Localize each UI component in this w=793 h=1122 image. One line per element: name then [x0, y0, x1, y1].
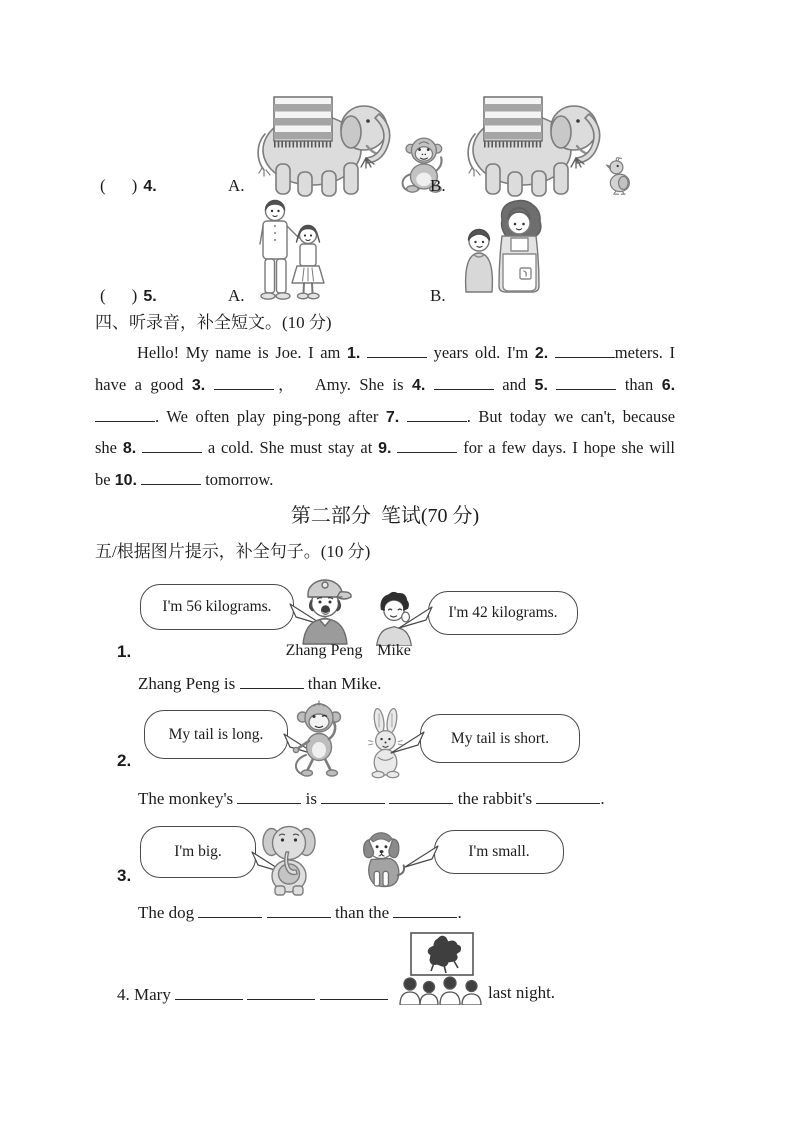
speech-bubble-tail	[403, 845, 439, 871]
speech-bubble-text: I'm 56 kilograms.	[162, 598, 272, 615]
item-4-sentence-start: 4. Mary	[117, 983, 388, 1005]
fill-in-blank	[237, 787, 301, 804]
fill-in-blank	[142, 437, 202, 454]
fill-in-blank	[141, 469, 201, 486]
speech-bubble-tail	[389, 731, 425, 757]
speech-bubble-right	[434, 830, 564, 874]
fill-in-blank	[536, 787, 600, 804]
paren-open: (	[100, 286, 106, 305]
option-b-label: B.	[430, 286, 446, 305]
zhang-peng-label: Zhang Peng	[285, 642, 363, 659]
blank-number: 9.	[378, 440, 392, 458]
fill-in-blank	[240, 672, 304, 689]
elephant-and-duck-illustration	[458, 92, 632, 198]
section-five-heading: 五/根据图片提示，补全句子。(10 分)	[95, 542, 371, 561]
fill-in-blank	[95, 405, 155, 422]
fill-in-blank	[397, 437, 457, 454]
speech-bubble-right	[428, 591, 578, 635]
item-1-sentence: Zhang Peng is than Mike.	[138, 672, 381, 694]
fill-in-blank	[555, 341, 615, 358]
blank-number: 3.	[191, 376, 206, 394]
blank-number: 4.	[412, 376, 426, 394]
fill-in-blank	[434, 373, 494, 390]
zhang-peng-figure	[296, 574, 352, 646]
passage-line: Hello! My name is Joe. I am 1. years old. I'm 2. meters. I	[137, 343, 675, 362]
item-3-number: 3.	[117, 866, 132, 885]
fill-in-blank	[198, 901, 262, 918]
item-2-number: 2.	[117, 751, 132, 770]
fill-in-blank	[367, 341, 427, 358]
part-two-heading: 第二部分 笔试(70 分)	[290, 505, 480, 527]
fill-in-blank	[320, 983, 388, 1000]
fill-in-blank	[321, 787, 385, 804]
item-4-sentence-end: last night.	[488, 983, 556, 1002]
speech-bubble-right	[420, 714, 580, 763]
question-5-answer-line	[100, 286, 157, 306]
passage-line: be 10. tomorrow.	[95, 470, 274, 490]
option-a-label: A.	[228, 176, 245, 195]
section-four-heading: 四、听录音，补全短文。(10 分)	[95, 313, 332, 332]
option-a-label: A.	[228, 286, 245, 305]
fill-in-blank	[393, 901, 457, 918]
option-b-label: B.	[430, 176, 446, 195]
boy-and-mother-illustration	[458, 198, 550, 302]
speech-bubble-text: I'm small.	[468, 843, 530, 860]
speech-bubble-left	[140, 826, 256, 878]
fill-in-blank	[267, 901, 331, 918]
question-number: 5.	[143, 288, 157, 305]
item-3-sentence: The dog than the .	[138, 901, 462, 923]
fill-in-blank	[175, 983, 243, 1000]
blank-number: 1.	[346, 345, 361, 362]
speech-bubble-text: My tail is short.	[450, 729, 550, 747]
fill-in-blank	[407, 405, 467, 422]
passage-line: she 8. a cold. She must stay at 9. for a few days. I hope she will	[95, 438, 675, 458]
father-and-daughter-illustration	[252, 196, 332, 308]
audience-watching-movie-illustration	[398, 931, 486, 1005]
paren-close: )	[131, 286, 138, 305]
passage-line: . We often play ping-pong after 7. . But today we can't, because	[95, 401, 675, 433]
speech-bubble-left	[140, 584, 294, 630]
elephant-and-monkey-illustration	[248, 92, 444, 198]
elephant-figure	[262, 818, 316, 896]
speech-bubble-tail	[397, 606, 433, 632]
fill-in-blank	[214, 373, 274, 390]
blank-number: 5.	[534, 376, 548, 394]
item-1-number: 1.	[117, 642, 132, 661]
question-number: 4.	[143, 178, 157, 195]
speech-bubble-left	[144, 710, 288, 759]
fill-in-blank	[389, 787, 453, 804]
blank-number: 6.	[661, 376, 675, 394]
blank-number: 2.	[534, 345, 549, 362]
fill-in-blank	[556, 373, 616, 390]
monkey-figure	[288, 697, 348, 779]
blank-number: 10.	[114, 472, 137, 490]
blank-number: 7.	[385, 408, 400, 426]
speech-bubble-text: My tail is long.	[168, 725, 264, 743]
fill-in-blank	[247, 983, 315, 1000]
blank-number: 8.	[122, 440, 137, 458]
item-2-sentence: The monkey's is the rabbit's .	[138, 787, 605, 809]
speech-bubble-text: I'm 42 kilograms.	[448, 604, 558, 621]
question-4-answer-line	[100, 176, 157, 196]
cloze-passage	[95, 337, 675, 496]
speech-bubble-text: I'm big.	[174, 843, 222, 860]
mike-label: Mike	[377, 642, 411, 659]
dog-figure	[360, 830, 406, 889]
paren-close: )	[131, 176, 138, 195]
passage-line: have a good 3. ， Amy. She is 4. and 5. than 6.	[95, 374, 675, 394]
paren-open: (	[100, 176, 106, 195]
